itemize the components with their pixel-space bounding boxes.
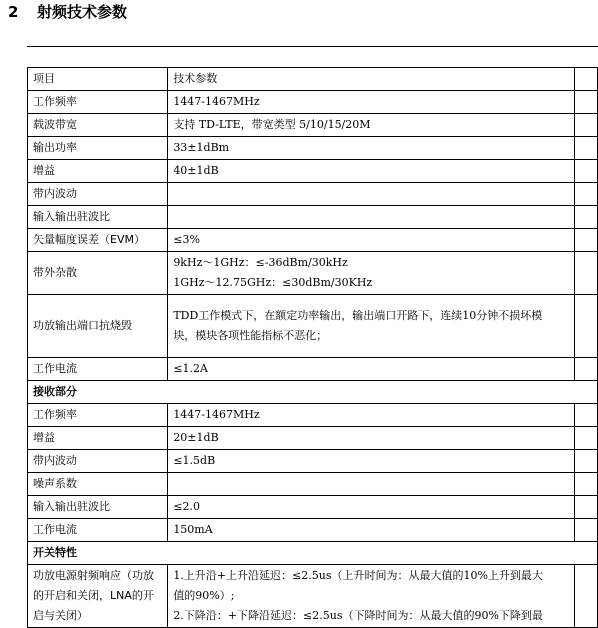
row-value-multiline <box>168 295 575 358</box>
table-row <box>28 496 598 519</box>
table-row-spurious <box>28 252 598 295</box>
table-row <box>28 137 598 160</box>
section-row-receive <box>28 381 598 404</box>
table-row <box>28 160 598 183</box>
table-blank-cell <box>575 68 598 91</box>
table-row <box>28 358 598 381</box>
value-line: 9kHz～1GHz：≤-36dBm/30kHz <box>173 256 348 269</box>
table-row <box>28 519 598 542</box>
table-blank-cell <box>575 295 598 358</box>
row-label: 工作电流 <box>28 358 168 381</box>
row-value-multiline <box>168 565 575 628</box>
row-label: 功放输出端口抗烧毁 <box>28 295 168 358</box>
table-blank-cell <box>575 91 598 114</box>
row-value: 支持 TD-LTE，带宽类型 5/10/15/20M <box>168 114 575 137</box>
table-row-burnout <box>28 295 598 358</box>
table-blank-cell <box>575 137 598 160</box>
section-label: 接收部分 <box>28 381 598 404</box>
table-row <box>28 91 598 114</box>
section-row-switch <box>28 542 598 565</box>
table-header-row <box>28 68 598 91</box>
row-label: 输出功率 <box>28 137 168 160</box>
row-label: 工作频率 <box>28 404 168 427</box>
header-value-cell: 技术参数 <box>168 68 575 91</box>
row-label: 带内波动 <box>28 450 168 473</box>
table-blank-cell <box>575 160 598 183</box>
rf-spec-table <box>27 67 598 628</box>
label-line: 启与关闭） <box>33 609 88 622</box>
table-blank-cell <box>575 206 598 229</box>
table-row <box>28 450 598 473</box>
section-heading <box>8 0 127 24</box>
value-line: 块，模块各项性能指标不恶化； <box>173 329 328 342</box>
row-label: 载波带宽 <box>28 114 168 137</box>
table-blank-cell <box>575 114 598 137</box>
table-blank-cell <box>575 404 598 427</box>
table-blank-cell <box>575 519 598 542</box>
row-value <box>168 473 575 496</box>
label-line: 功放电源射频响应（功放 <box>33 569 154 582</box>
table-row <box>28 114 598 137</box>
value-line: 值的90%）; <box>173 589 235 602</box>
table-blank-cell <box>575 427 598 450</box>
row-label: 输入输出驻波比 <box>28 496 168 519</box>
table-blank-cell <box>575 565 598 628</box>
value-line: TDD工作模式下，在额定功率输出，输出端口开路下，连续10分钟不损坏模 <box>173 309 543 322</box>
section-label: 开关特性 <box>28 542 598 565</box>
header-item-cell: 项目 <box>28 68 168 91</box>
table-blank-cell <box>575 473 598 496</box>
row-value: 1447-1467MHz <box>168 404 575 427</box>
section-number: 2 <box>8 3 19 21</box>
value-line: 1GHz～12.75GHz：≤30dBm/30KHz <box>173 276 373 289</box>
row-label: 带内波动 <box>28 183 168 206</box>
row-label: 工作频率 <box>28 91 168 114</box>
table-row-switch <box>28 565 598 628</box>
row-label: 噪声系数 <box>28 473 168 496</box>
row-label: 增益 <box>28 160 168 183</box>
table-blank-cell <box>575 358 598 381</box>
row-value: 20±1dB <box>168 427 575 450</box>
row-value: ≤2.0 <box>168 496 575 519</box>
row-value: ≤1.5dB <box>168 450 575 473</box>
row-label: 工作电流 <box>28 519 168 542</box>
value-line: 1.上升沿+上升沿延迟：≤2.5us（上升时间为：从最大值的10%上升到最大 <box>173 569 543 582</box>
row-value <box>168 183 575 206</box>
table-blank-cell <box>575 252 598 295</box>
row-value: 40±1dB <box>168 160 575 183</box>
row-label: 增益 <box>28 427 168 450</box>
row-value-multiline <box>168 252 575 295</box>
table-blank-cell <box>575 450 598 473</box>
table-row <box>28 229 598 252</box>
label-line: 的开启和关闭，LNA的开 <box>33 589 154 602</box>
table-blank-cell <box>575 229 598 252</box>
table-row <box>28 427 598 450</box>
table-row <box>28 473 598 496</box>
row-label: 带外杂散 <box>28 252 168 295</box>
row-value: 33±1dBm <box>168 137 575 160</box>
row-value <box>168 206 575 229</box>
heading-rule <box>27 46 598 47</box>
section-title: 射频技术参数 <box>37 3 128 21</box>
table-row <box>28 206 598 229</box>
table-row <box>28 183 598 206</box>
table-blank-cell <box>575 183 598 206</box>
table-blank-cell <box>575 496 598 519</box>
row-value: 1447-1467MHz <box>168 91 575 114</box>
value-line: 2.下降沿：+下降沿延迟：≤2.5us（下降时间为：从最大值的90%下降到最 <box>173 609 543 622</box>
row-label: 矢量幅度误差（EVM） <box>28 229 168 252</box>
table-row <box>28 404 598 427</box>
row-label-multiline <box>28 565 168 628</box>
row-value: ≤3% <box>168 229 575 252</box>
row-label: 输入输出驻波比 <box>28 206 168 229</box>
row-value: ≤1.2A <box>168 358 575 381</box>
row-value: 150mA <box>168 519 575 542</box>
